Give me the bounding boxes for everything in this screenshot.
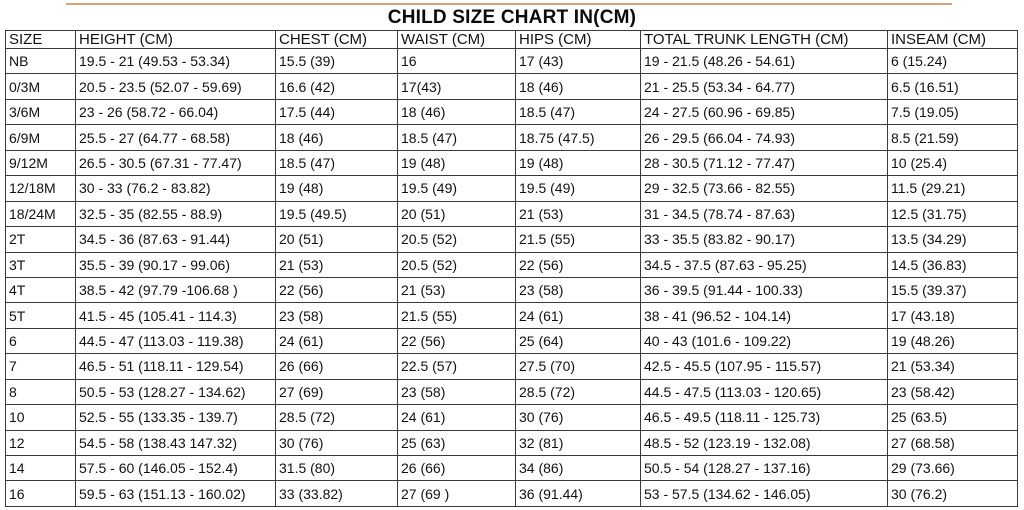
cell-trunk-length: 19 - 21.5 (48.26 - 54.61) (641, 49, 888, 74)
cell-waist: 24 (61) (398, 405, 516, 430)
cell-chest: 20 (51) (276, 227, 398, 252)
cell-size: 3T (6, 252, 76, 277)
cell-trunk-length: 50.5 - 54 (128.27 - 137.16) (641, 456, 888, 481)
cell-chest: 27 (69) (276, 379, 398, 404)
cell-inseam: 8.5 (21.59) (888, 125, 1018, 150)
cell-height: 30 - 33 (76.2 - 83.82) (76, 176, 276, 201)
cell-waist: 25 (63) (398, 430, 516, 455)
header-inseam: INSEAM (CM) (888, 31, 1018, 49)
cell-waist: 21.5 (55) (398, 303, 516, 328)
cell-hips: 18.5 (47) (516, 99, 641, 124)
cell-size: 4T (6, 277, 76, 302)
cell-inseam: 11.5 (29.21) (888, 176, 1018, 201)
cell-trunk-length: 36 - 39.5 (91.44 - 100.33) (641, 277, 888, 302)
cell-size: 6 (6, 328, 76, 353)
cell-chest: 18.5 (47) (276, 150, 398, 175)
cell-hips: 28.5 (72) (516, 379, 641, 404)
cell-chest: 19 (48) (276, 176, 398, 201)
cell-trunk-length: 29 - 32.5 (73.66 - 82.55) (641, 176, 888, 201)
cell-chest: 18 (46) (276, 125, 398, 150)
cell-inseam: 19 (48.26) (888, 328, 1018, 353)
cell-trunk-length: 24 - 27.5 (60.96 - 69.85) (641, 99, 888, 124)
cell-hips: 23 (58) (516, 277, 641, 302)
cell-chest: 24 (61) (276, 328, 398, 353)
cell-hips: 17 (43) (516, 49, 641, 74)
table-row (6, 430, 1018, 455)
cell-hips: 30 (76) (516, 405, 641, 430)
cell-waist: 18.5 (47) (398, 125, 516, 150)
table-row (6, 99, 1018, 124)
cell-trunk-length: 42.5 - 45.5 (107.95 - 115.57) (641, 354, 888, 379)
cell-inseam: 6 (15.24) (888, 49, 1018, 74)
cell-waist: 16 (398, 49, 516, 74)
header-chest: CHEST (CM) (276, 31, 398, 49)
cell-size: 9/12M (6, 150, 76, 175)
table-row (6, 481, 1018, 507)
cell-inseam: 10 (25.4) (888, 150, 1018, 175)
cell-trunk-length: 34.5 - 37.5 (87.63 - 95.25) (641, 252, 888, 277)
cell-inseam: 12.5 (31.75) (888, 201, 1018, 226)
cell-size: 16 (6, 481, 76, 507)
cell-height: 20.5 - 23.5 (52.07 - 59.69) (76, 74, 276, 99)
cell-inseam: 15.5 (39.37) (888, 277, 1018, 302)
cell-height: 52.5 - 55 (133.35 - 139.7) (76, 405, 276, 430)
cell-size: 7 (6, 354, 76, 379)
cell-chest: 17.5 (44) (276, 99, 398, 124)
cell-height: 57.5 - 60 (146.05 - 152.4) (76, 456, 276, 481)
cell-inseam: 17 (43.18) (888, 303, 1018, 328)
header-row (6, 31, 1018, 49)
cell-hips: 21 (53) (516, 201, 641, 226)
cell-size: 8 (6, 379, 76, 404)
table-row (6, 252, 1018, 277)
cell-waist: 17(43) (398, 74, 516, 99)
cell-size: 6/9M (6, 125, 76, 150)
table-row (6, 354, 1018, 379)
cell-waist: 27 (69 ) (398, 481, 516, 507)
cell-inseam: 7.5 (19.05) (888, 99, 1018, 124)
cell-inseam: 30 (76.2) (888, 481, 1018, 507)
cell-hips: 25 (64) (516, 328, 641, 353)
table-row (6, 201, 1018, 226)
table-row (6, 150, 1018, 175)
cell-height: 59.5 - 63 (151.13 - 160.02) (76, 481, 276, 507)
cell-height: 25.5 - 27 (64.77 - 68.58) (76, 125, 276, 150)
cell-size: 0/3M (6, 74, 76, 99)
cell-size: 3/6M (6, 99, 76, 124)
cell-inseam: 25 (63.5) (888, 405, 1018, 430)
cell-chest: 30 (76) (276, 430, 398, 455)
cell-size: 2T (6, 227, 76, 252)
cell-height: 26.5 - 30.5 (67.31 - 77.47) (76, 150, 276, 175)
cell-chest: 33 (33.82) (276, 481, 398, 507)
cell-trunk-length: 21 - 25.5 (53.34 - 64.77) (641, 74, 888, 99)
cell-height: 35.5 - 39 (90.17 - 99.06) (76, 252, 276, 277)
table-row (6, 456, 1018, 481)
table-row (6, 405, 1018, 430)
cell-trunk-length: 53 - 57.5 (134.62 - 146.05) (641, 481, 888, 507)
cell-inseam: 29 (73.66) (888, 456, 1018, 481)
cell-waist: 19.5 (49) (398, 176, 516, 201)
table-row (6, 379, 1018, 404)
cell-height: 44.5 - 47 (113.03 - 119.38) (76, 328, 276, 353)
cell-chest: 31.5 (80) (276, 456, 398, 481)
cell-inseam: 23 (58.42) (888, 379, 1018, 404)
cell-trunk-length: 26 - 29.5 (66.04 - 74.93) (641, 125, 888, 150)
cell-inseam: 14.5 (36.83) (888, 252, 1018, 277)
cell-inseam: 21 (53.34) (888, 354, 1018, 379)
cell-inseam: 13.5 (34.29) (888, 227, 1018, 252)
cell-hips: 18.75 (47.5) (516, 125, 641, 150)
cell-hips: 27.5 (70) (516, 354, 641, 379)
cell-chest: 26 (66) (276, 354, 398, 379)
cell-chest: 28.5 (72) (276, 405, 398, 430)
cell-trunk-length: 33 - 35.5 (83.82 - 90.17) (641, 227, 888, 252)
size-chart-table (5, 30, 1018, 507)
cell-waist: 22 (56) (398, 328, 516, 353)
cell-height: 54.5 - 58 (138.43 147.32) (76, 430, 276, 455)
cell-size: 10 (6, 405, 76, 430)
table-body (6, 49, 1018, 507)
cell-height: 50.5 - 53 (128.27 - 134.62) (76, 379, 276, 404)
header-waist: WAIST (CM) (398, 31, 516, 49)
cell-waist: 26 (66) (398, 456, 516, 481)
cell-hips: 21.5 (55) (516, 227, 641, 252)
cell-height: 34.5 - 36 (87.63 - 91.44) (76, 227, 276, 252)
header-trunk-length: TOTAL TRUNK LENGTH (CM) (641, 31, 888, 49)
cell-waist: 20 (51) (398, 201, 516, 226)
cell-trunk-length: 46.5 - 49.5 (118.11 - 125.73) (641, 405, 888, 430)
cell-chest: 15.5 (39) (276, 49, 398, 74)
cell-hips: 24 (61) (516, 303, 641, 328)
cell-hips: 19.5 (49) (516, 176, 641, 201)
table-row (6, 176, 1018, 201)
cell-waist: 22.5 (57) (398, 354, 516, 379)
cell-height: 46.5 - 51 (118.11 - 129.54) (76, 354, 276, 379)
top-divider (66, 3, 952, 5)
cell-size: 18/24M (6, 201, 76, 226)
cell-hips: 22 (56) (516, 252, 641, 277)
cell-hips: 34 (86) (516, 456, 641, 481)
cell-chest: 16.6 (42) (276, 74, 398, 99)
table-row (6, 328, 1018, 353)
cell-waist: 18 (46) (398, 99, 516, 124)
table-row (6, 49, 1018, 74)
header-hips: HIPS (CM) (516, 31, 641, 49)
cell-trunk-length: 31 - 34.5 (78.74 - 87.63) (641, 201, 888, 226)
cell-chest: 23 (58) (276, 303, 398, 328)
cell-hips: 36 (91.44) (516, 481, 641, 507)
cell-size: 14 (6, 456, 76, 481)
cell-height: 19.5 - 21 (49.53 - 53.34) (76, 49, 276, 74)
cell-hips: 32 (81) (516, 430, 641, 455)
header-size: SIZE (6, 31, 76, 49)
table-row (6, 303, 1018, 328)
cell-height: 41.5 - 45 (105.41 - 114.3) (76, 303, 276, 328)
cell-size: 12/18M (6, 176, 76, 201)
cell-chest: 21 (53) (276, 252, 398, 277)
table-row (6, 125, 1018, 150)
cell-waist: 20.5 (52) (398, 227, 516, 252)
cell-trunk-length: 48.5 - 52 (123.19 - 132.08) (641, 430, 888, 455)
cell-chest: 22 (56) (276, 277, 398, 302)
cell-size: NB (6, 49, 76, 74)
cell-inseam: 6.5 (16.51) (888, 74, 1018, 99)
cell-trunk-length: 28 - 30.5 (71.12 - 77.47) (641, 150, 888, 175)
cell-waist: 19 (48) (398, 150, 516, 175)
table-row (6, 74, 1018, 99)
cell-height: 38.5 - 42 (97.79 -106.68 ) (76, 277, 276, 302)
cell-trunk-length: 44.5 - 47.5 (113.03 - 120.65) (641, 379, 888, 404)
cell-waist: 21 (53) (398, 277, 516, 302)
cell-trunk-length: 40 - 43 (101.6 - 109.22) (641, 328, 888, 353)
cell-size: 12 (6, 430, 76, 455)
cell-waist: 20.5 (52) (398, 252, 516, 277)
cell-height: 32.5 - 35 (82.55 - 88.9) (76, 201, 276, 226)
cell-hips: 18 (46) (516, 74, 641, 99)
page-title: CHILD SIZE CHART IN(CM) (387, 7, 637, 28)
cell-waist: 23 (58) (398, 379, 516, 404)
header-height: HEIGHT (CM) (76, 31, 276, 49)
cell-height: 23 - 26 (58.72 - 66.04) (76, 99, 276, 124)
cell-inseam: 27 (68.58) (888, 430, 1018, 455)
table-row (6, 277, 1018, 302)
cell-size: 5T (6, 303, 76, 328)
cell-trunk-length: 38 - 41 (96.52 - 104.14) (641, 303, 888, 328)
cell-chest: 19.5 (49.5) (276, 201, 398, 226)
cell-hips: 19 (48) (516, 150, 641, 175)
table-row (6, 227, 1018, 252)
